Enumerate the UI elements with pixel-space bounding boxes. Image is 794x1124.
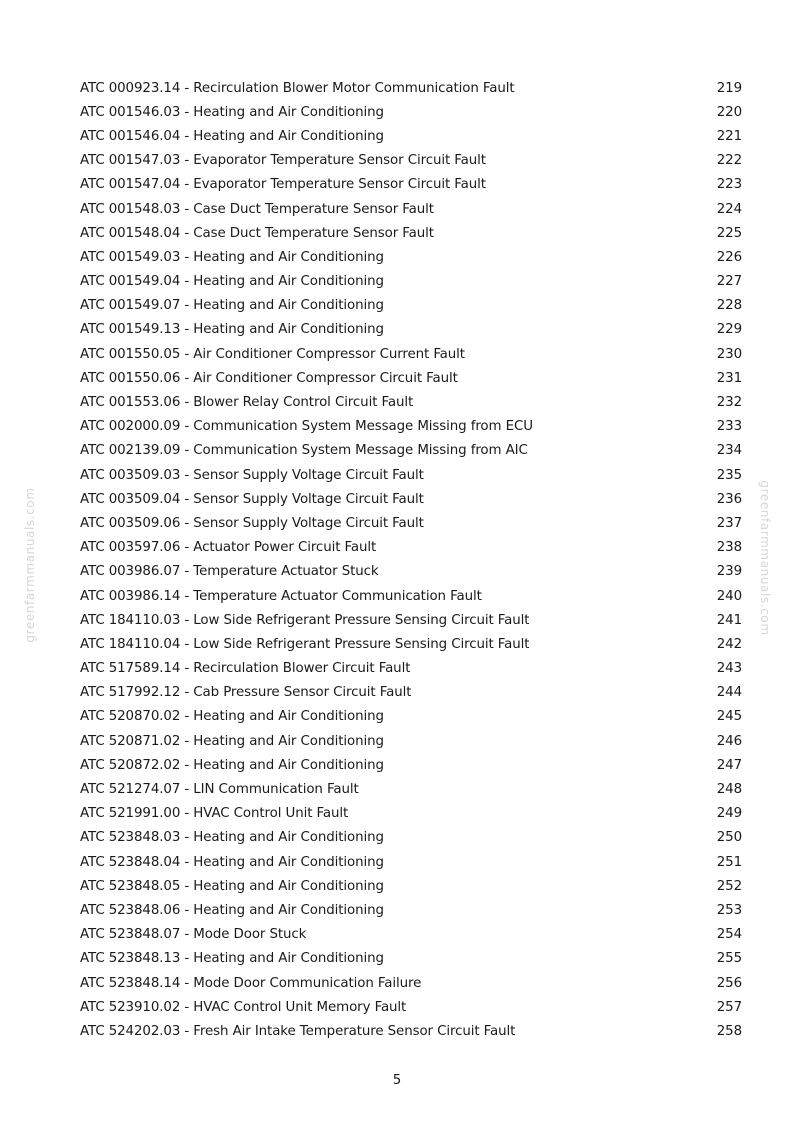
toc-entry-title: ATC 523910.02 - HVAC Control Unit Memory Fault bbox=[80, 999, 407, 1015]
toc-entry-page: 243 bbox=[716, 661, 742, 677]
toc-entry-page: 244 bbox=[716, 685, 742, 701]
toc-entry-title: ATC 003986.07 - Temperature Actuator Stuck bbox=[80, 564, 379, 580]
toc-entry-page: 241 bbox=[716, 612, 742, 628]
toc-entry-title: ATC 001549.13 - Heating and Air Conditioning bbox=[80, 322, 384, 338]
toc-entry-title: ATC 001549.04 - Heating and Air Conditioning bbox=[80, 274, 384, 290]
toc-entry-page: 239 bbox=[716, 564, 742, 580]
toc-entry[interactable] bbox=[80, 173, 742, 197]
toc-entry-page: 254 bbox=[716, 927, 742, 943]
toc-entry-title: ATC 001549.03 - Heating and Air Conditioning bbox=[80, 249, 384, 265]
toc-entry-page: 252 bbox=[716, 878, 742, 894]
toc-entry[interactable] bbox=[80, 463, 742, 487]
toc-entry[interactable] bbox=[80, 76, 742, 100]
toc-entry-page: 230 bbox=[716, 346, 742, 362]
toc-entry[interactable] bbox=[80, 294, 742, 318]
toc-entry[interactable] bbox=[80, 318, 742, 342]
toc-entry[interactable] bbox=[80, 995, 742, 1019]
toc-entry-title: ATC 523848.06 - Heating and Air Conditioning bbox=[80, 902, 384, 918]
toc-entry-page: 255 bbox=[716, 951, 742, 967]
toc-entry-page: 221 bbox=[716, 128, 742, 144]
toc-entry-page: 227 bbox=[716, 274, 742, 290]
toc-entry[interactable] bbox=[80, 415, 742, 439]
toc-entry[interactable] bbox=[80, 802, 742, 826]
toc-entry[interactable] bbox=[80, 826, 742, 850]
toc-entry-page: 253 bbox=[716, 902, 742, 918]
toc-entry-title: ATC 003509.03 - Sensor Supply Voltage Circuit Fault bbox=[80, 467, 424, 483]
toc-entry[interactable] bbox=[80, 149, 742, 173]
toc-entry[interactable] bbox=[80, 850, 742, 874]
toc-entry-page: 220 bbox=[716, 104, 742, 120]
toc-entry-page: 235 bbox=[716, 467, 742, 483]
toc-entry-page: 246 bbox=[716, 733, 742, 749]
toc-entry-title: ATC 520871.02 - Heating and Air Conditioning bbox=[80, 733, 384, 749]
toc-entry-title: ATC 002000.09 - Communication System Message Missing from ECU bbox=[80, 419, 533, 435]
toc-entry-title: ATC 003509.04 - Sensor Supply Voltage Circuit Fault bbox=[80, 491, 424, 507]
table-of-contents bbox=[80, 76, 742, 1044]
toc-entry-title: ATC 001547.03 - Evaporator Temperature Sensor Circuit Fault bbox=[80, 153, 486, 169]
toc-entry[interactable] bbox=[80, 1019, 742, 1043]
toc-entry[interactable] bbox=[80, 536, 742, 560]
toc-entry-page: 237 bbox=[716, 515, 742, 531]
toc-entry-page: 223 bbox=[716, 177, 742, 193]
toc-entry[interactable] bbox=[80, 100, 742, 124]
toc-entry[interactable] bbox=[80, 898, 742, 922]
toc-entry-title: ATC 517992.12 - Cab Pressure Sensor Circuit Fault bbox=[80, 685, 412, 701]
toc-entry-page: 250 bbox=[716, 830, 742, 846]
toc-entry[interactable] bbox=[80, 923, 742, 947]
toc-entry[interactable] bbox=[80, 632, 742, 656]
watermark-right: greenfarmmanuals.com bbox=[758, 480, 772, 636]
toc-entry[interactable] bbox=[80, 390, 742, 414]
toc-entry-page: 224 bbox=[716, 201, 742, 217]
toc-entry-page: 225 bbox=[716, 225, 742, 241]
toc-entry-page: 222 bbox=[716, 153, 742, 169]
toc-entry-title: ATC 001548.03 - Case Duct Temperature Sensor Fault bbox=[80, 201, 434, 217]
toc-entry-title: ATC 000923.14 - Recirculation Blower Motor Communication Fault bbox=[80, 80, 515, 96]
toc-entry[interactable] bbox=[80, 971, 742, 995]
toc-entry-page: 245 bbox=[716, 709, 742, 725]
toc-entry[interactable] bbox=[80, 947, 742, 971]
page-number: 5 bbox=[392, 1073, 402, 1088]
toc-entry-page: 232 bbox=[716, 395, 742, 411]
toc-entry-title: ATC 523848.13 - Heating and Air Conditioning bbox=[80, 951, 384, 967]
toc-entry-page: 251 bbox=[716, 854, 742, 870]
toc-entry[interactable] bbox=[80, 487, 742, 511]
toc-entry-title: ATC 521274.07 - LIN Communication Fault bbox=[80, 782, 359, 798]
toc-entry-page: 238 bbox=[716, 540, 742, 556]
toc-entry[interactable] bbox=[80, 511, 742, 535]
toc-entry-title: ATC 001546.03 - Heating and Air Conditioning bbox=[80, 104, 384, 120]
toc-entry-title: ATC 003986.14 - Temperature Actuator Communication Fault bbox=[80, 588, 482, 604]
toc-entry[interactable] bbox=[80, 342, 742, 366]
toc-entry[interactable] bbox=[80, 439, 742, 463]
toc-entry-page: 219 bbox=[716, 80, 742, 96]
toc-entry[interactable] bbox=[80, 729, 742, 753]
toc-entry[interactable] bbox=[80, 245, 742, 269]
toc-entry-page: 249 bbox=[716, 806, 742, 822]
toc-entry-title: ATC 523848.05 - Heating and Air Conditioning bbox=[80, 878, 384, 894]
toc-entry-title: ATC 184110.03 - Low Side Refrigerant Pressure Sensing Circuit Fault bbox=[80, 612, 530, 628]
toc-entry-title: ATC 001546.04 - Heating and Air Conditioning bbox=[80, 128, 384, 144]
toc-entry[interactable] bbox=[80, 657, 742, 681]
watermark-left: greenfarmmanuals.com bbox=[23, 487, 37, 643]
toc-entry[interactable] bbox=[80, 705, 742, 729]
toc-entry[interactable] bbox=[80, 681, 742, 705]
toc-entry-title: ATC 520872.02 - Heating and Air Conditioning bbox=[80, 757, 384, 773]
toc-entry[interactable] bbox=[80, 366, 742, 390]
toc-entry-page: 226 bbox=[716, 249, 742, 265]
toc-entry-title: ATC 002139.09 - Communication System Message Missing from AIC bbox=[80, 443, 528, 459]
toc-entry[interactable] bbox=[80, 197, 742, 221]
toc-entry-page: 256 bbox=[716, 975, 742, 991]
toc-entry-title: ATC 001553.06 - Blower Relay Control Circuit Fault bbox=[80, 395, 414, 411]
toc-entry-title: ATC 523848.03 - Heating and Air Conditioning bbox=[80, 830, 384, 846]
toc-entry-title: ATC 524202.03 - Fresh Air Intake Temperature Sensor Circuit Fault bbox=[80, 1023, 516, 1039]
toc-entry-page: 240 bbox=[716, 588, 742, 604]
toc-entry-title: ATC 517589.14 - Recirculation Blower Circuit Fault bbox=[80, 661, 411, 677]
toc-entry-title: ATC 520870.02 - Heating and Air Conditioning bbox=[80, 709, 384, 725]
toc-entry-title: ATC 184110.04 - Low Side Refrigerant Pressure Sensing Circuit Fault bbox=[80, 636, 530, 652]
toc-entry-title: ATC 521991.00 - HVAC Control Unit Fault bbox=[80, 806, 349, 822]
toc-entry-page: 258 bbox=[716, 1023, 742, 1039]
toc-entry-page: 229 bbox=[716, 322, 742, 338]
toc-entry[interactable] bbox=[80, 270, 742, 294]
toc-entry-title: ATC 003597.06 - Actuator Power Circuit Fault bbox=[80, 540, 377, 556]
toc-entry[interactable] bbox=[80, 608, 742, 632]
toc-entry-title: ATC 523848.04 - Heating and Air Conditioning bbox=[80, 854, 384, 870]
toc-entry-title: ATC 001549.07 - Heating and Air Conditioning bbox=[80, 298, 384, 314]
toc-entry-page: 236 bbox=[716, 491, 742, 507]
toc-entry-title: ATC 523848.07 - Mode Door Stuck bbox=[80, 927, 307, 943]
toc-entry-title: ATC 523848.14 - Mode Door Communication Failure bbox=[80, 975, 422, 991]
toc-entry-page: 234 bbox=[716, 443, 742, 459]
toc-entry-page: 231 bbox=[716, 370, 742, 386]
toc-entry[interactable] bbox=[80, 560, 742, 584]
toc-entry[interactable] bbox=[80, 584, 742, 608]
toc-entry-page: 257 bbox=[716, 999, 742, 1015]
toc-entry-title: ATC 001550.05 - Air Conditioner Compressor Current Fault bbox=[80, 346, 465, 362]
toc-entry-title: ATC 001547.04 - Evaporator Temperature Sensor Circuit Fault bbox=[80, 177, 486, 193]
toc-entry-page: 247 bbox=[716, 757, 742, 773]
toc-entry-page: 242 bbox=[716, 636, 742, 652]
toc-entry-title: ATC 003509.06 - Sensor Supply Voltage Circuit Fault bbox=[80, 515, 424, 531]
toc-entry[interactable] bbox=[80, 221, 742, 245]
toc-entry[interactable] bbox=[80, 124, 742, 148]
toc-entry-title: ATC 001548.04 - Case Duct Temperature Sensor Fault bbox=[80, 225, 434, 241]
toc-entry[interactable] bbox=[80, 874, 742, 898]
toc-entry[interactable] bbox=[80, 753, 742, 777]
toc-entry-page: 228 bbox=[716, 298, 742, 314]
toc-entry[interactable] bbox=[80, 777, 742, 801]
toc-entry-title: ATC 001550.06 - Air Conditioner Compressor Circuit Fault bbox=[80, 370, 458, 386]
toc-entry-page: 248 bbox=[716, 782, 742, 798]
toc-entry-page: 233 bbox=[716, 419, 742, 435]
